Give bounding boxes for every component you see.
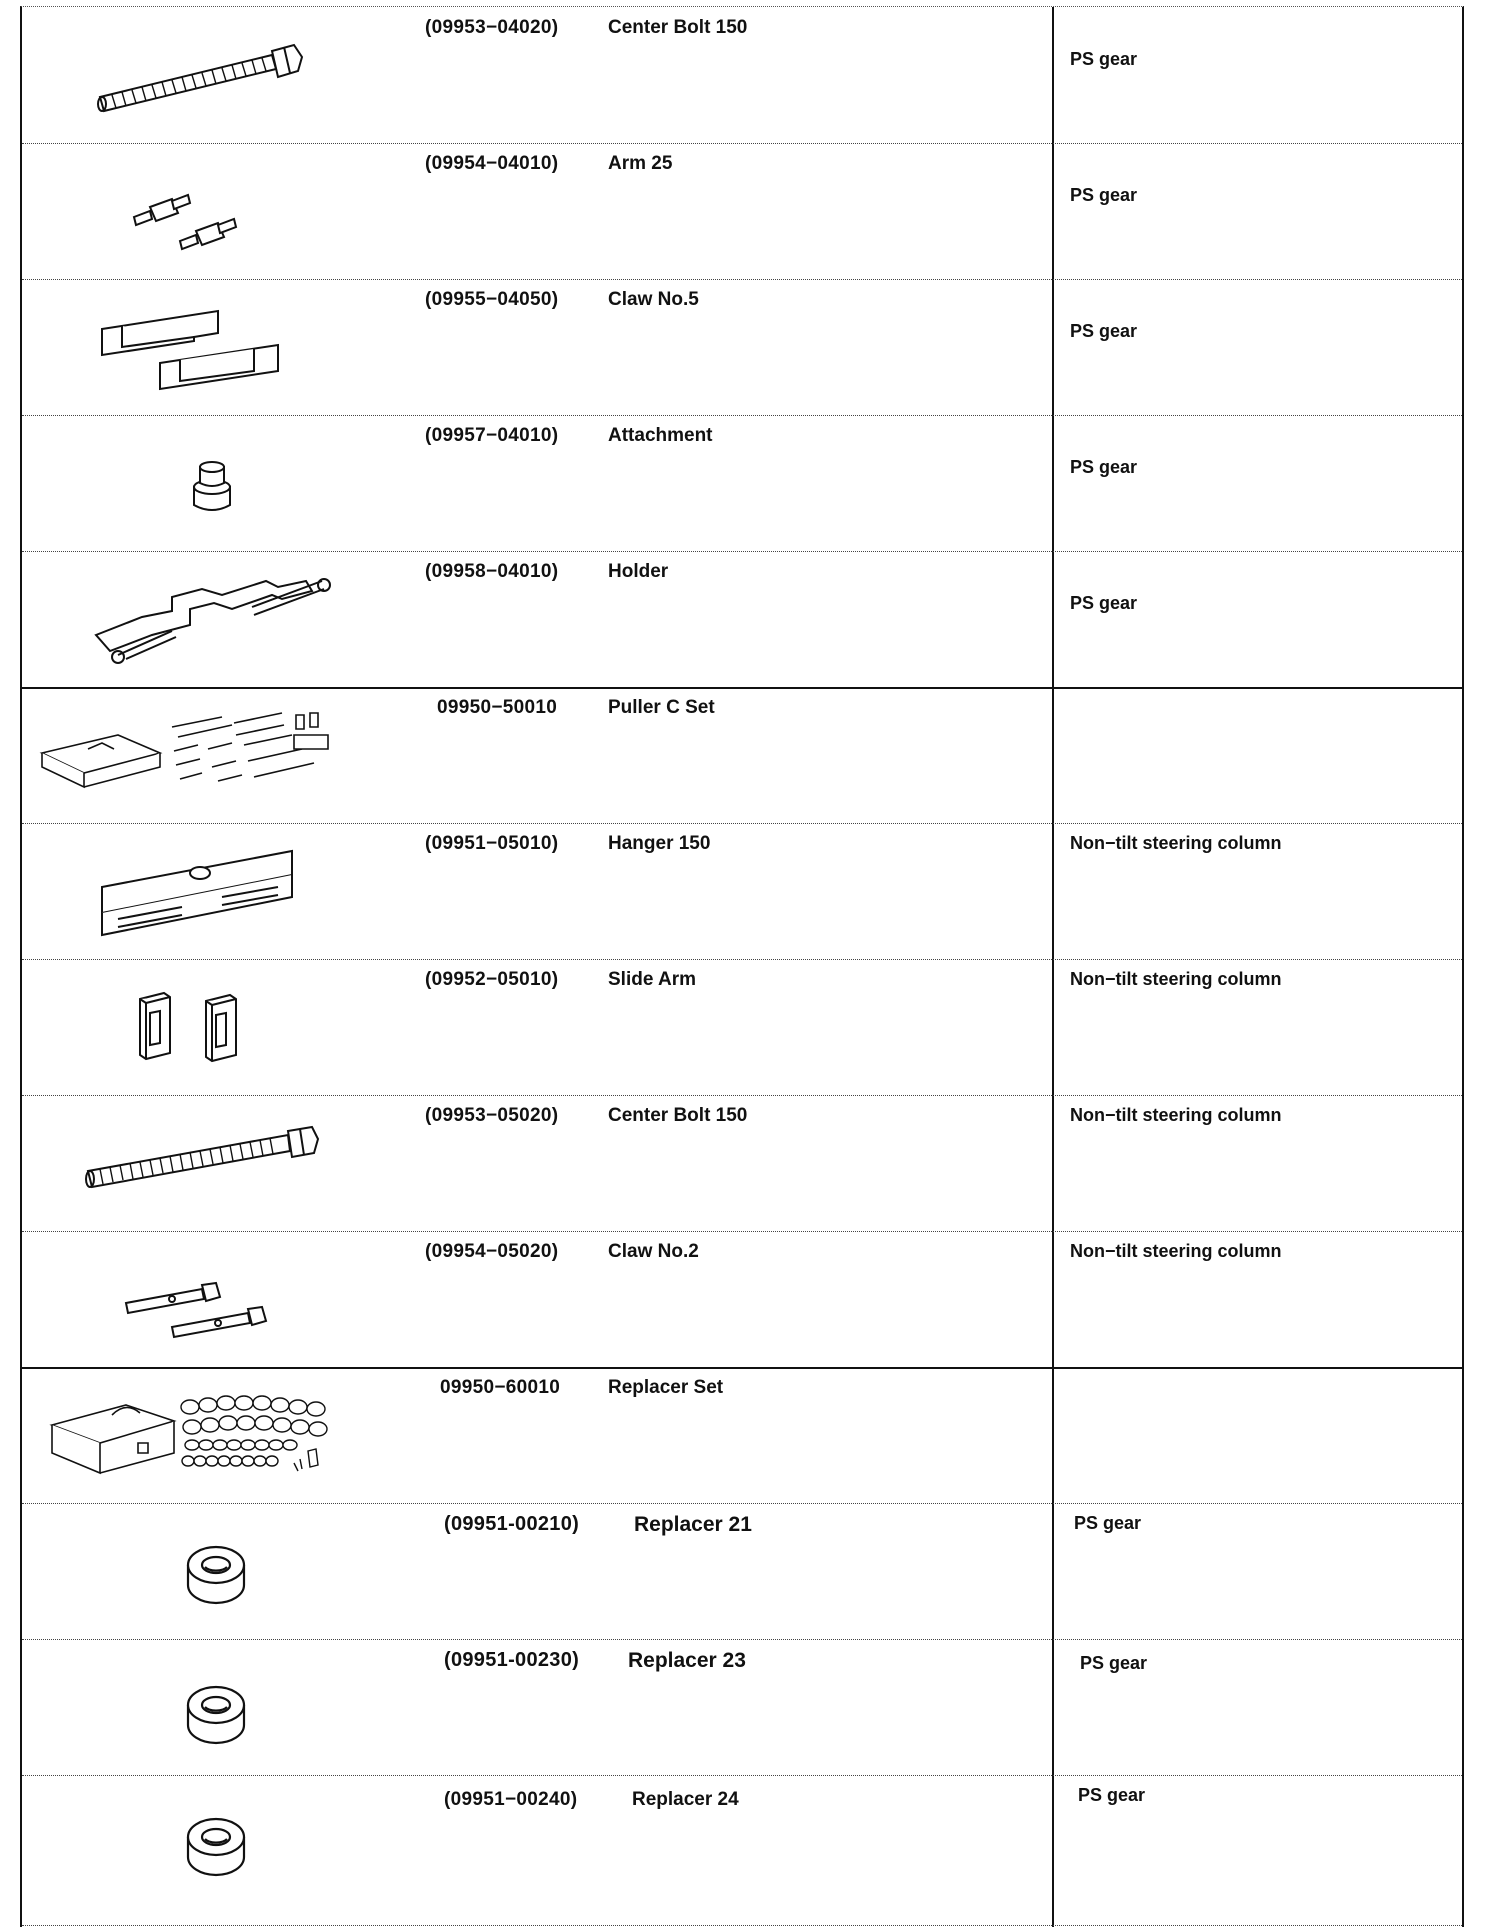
tool-name: Attachment [608, 425, 713, 446]
puller-set-case-icon [22, 687, 422, 823]
tool-name: Replacer 23 [628, 1649, 746, 1672]
tool-name: Hanger 150 [608, 833, 711, 854]
tool-name: Replacer 24 [632, 1789, 739, 1810]
tool-name: Slide Arm [608, 969, 696, 990]
holder-icon [22, 551, 422, 687]
center-bolt-icon [22, 7, 422, 143]
usage-note: Non−tilt steering column [1070, 969, 1282, 989]
part-number: (09952−05010) [425, 969, 559, 990]
table-row [22, 959, 1462, 1096]
part-number: 09950−60010 [440, 1377, 561, 1398]
part-number: (09951−00240) [444, 1789, 578, 1810]
usage-note: Non−tilt steering column [1070, 833, 1282, 853]
usage-note: PS gear [1070, 321, 1138, 341]
part-number: (09951-00210) [444, 1513, 580, 1535]
table-row [22, 7, 1462, 144]
part-number: (09951-00230) [444, 1649, 580, 1671]
part-number: 09950−50010 [437, 697, 558, 718]
usage-note: PS gear [1070, 185, 1138, 205]
claw-bolt-icon [22, 1231, 422, 1367]
tool-table [20, 6, 1464, 1927]
center-bolt-icon [22, 1095, 422, 1231]
replacer-ring-icon [22, 1639, 422, 1775]
tool-name: Arm 25 [608, 153, 673, 174]
part-number: (09954−04010) [425, 153, 559, 174]
table-row [22, 415, 1462, 552]
part-number: (09955−04050) [425, 289, 559, 310]
hanger-icon [22, 823, 422, 959]
part-number: (09954−05020) [425, 1241, 559, 1262]
usage-note: PS gear [1070, 49, 1138, 69]
tool-name: Holder [608, 561, 669, 582]
part-number: (09953−05020) [425, 1105, 559, 1126]
tool-name: Center Bolt 150 [608, 17, 748, 38]
replacer-ring-icon [22, 1503, 422, 1639]
table-row [22, 1639, 1462, 1776]
part-number: (09958−04010) [425, 561, 559, 582]
usage-note: PS gear [1074, 1513, 1142, 1533]
tool-name: Replacer 21 [634, 1513, 752, 1536]
usage-note: Non−tilt steering column [1070, 1105, 1282, 1125]
part-number: (09957−04010) [425, 425, 559, 446]
table-row [22, 143, 1462, 280]
usage-note: Non−tilt steering column [1070, 1241, 1282, 1261]
table-row [22, 1503, 1462, 1640]
replacer-ring-icon [22, 1775, 422, 1911]
table-row [22, 1367, 1462, 1504]
usage-note: PS gear [1080, 1653, 1148, 1673]
usage-note: PS gear [1078, 1785, 1146, 1805]
part-number: (09953−04020) [425, 17, 559, 38]
table-row [22, 279, 1462, 416]
slide-arm-icon [22, 959, 422, 1095]
table-row [22, 1775, 1462, 1926]
tool-name: Puller C Set [608, 697, 715, 718]
claw-icon [22, 279, 422, 415]
usage-note: PS gear [1070, 457, 1138, 477]
table-row [22, 823, 1462, 960]
tool-name: Center Bolt 150 [608, 1105, 748, 1126]
usage-note: PS gear [1070, 593, 1138, 613]
arm-icon [22, 143, 422, 279]
table-row [22, 551, 1462, 689]
attachment-icon [22, 415, 422, 551]
table-row [22, 1231, 1462, 1369]
part-number: (09951−05010) [425, 833, 559, 854]
tool-name: Claw No.5 [608, 289, 699, 310]
table-row [22, 1095, 1462, 1232]
tool-name: Replacer Set [608, 1377, 724, 1398]
tool-name: Claw No.2 [608, 1241, 699, 1262]
replacer-set-case-icon [22, 1367, 422, 1503]
table-row [22, 687, 1462, 824]
